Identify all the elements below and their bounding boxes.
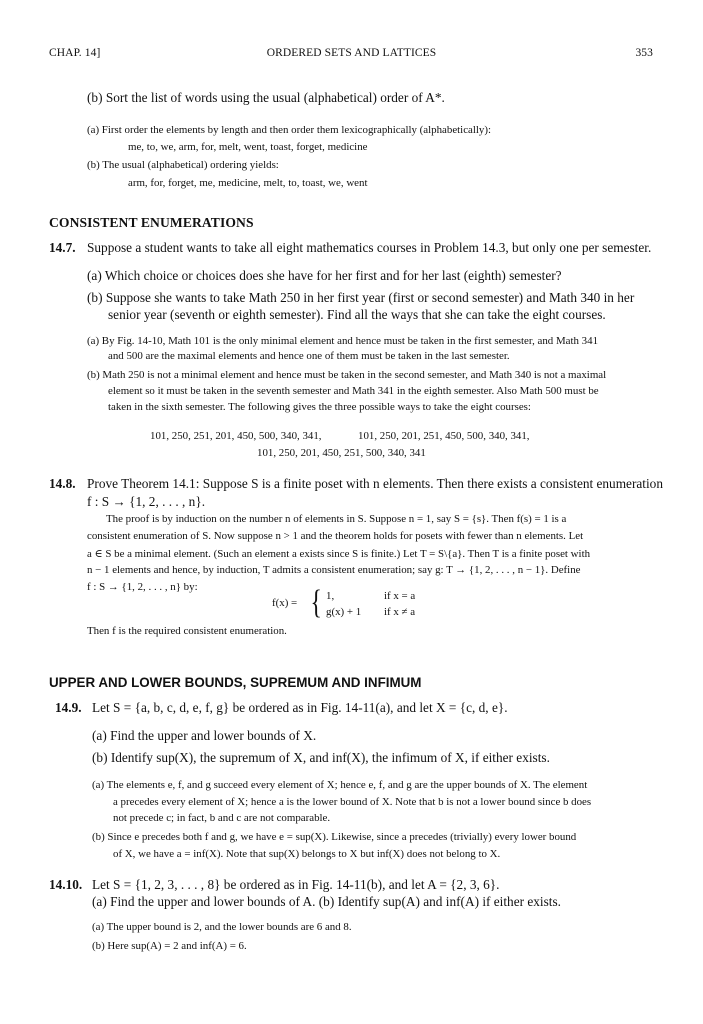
problem-number-14-9: 14.9. bbox=[55, 700, 82, 715]
problem-14-9-answer-b-cont: of X, we have a = inf(X). Note that sup(X) belongs to X but inf(X) does not belong to X. bbox=[113, 848, 501, 860]
intro-answer-a-label: (a) First order the elements by length and then order them lexicographically (alphabetically): bbox=[87, 124, 492, 136]
problem-14-9-question-a: (a) Find the upper and lower bounds of X. bbox=[92, 728, 317, 743]
left-brace: { bbox=[310, 584, 322, 621]
proof-line-5: f : S → {1, 2, . . . , n} by: bbox=[87, 581, 198, 593]
problem-14-10-answer-a: (a) The upper bound is 2, and the lower bounds are 6 and 8. bbox=[92, 921, 352, 933]
problem-number-14-7: 14.7. bbox=[49, 240, 76, 255]
problem-14-8-statement: Prove Theorem 14.1: Suppose S is a finite poset with n elements. Then there exists a consistent enumeration bbox=[87, 476, 663, 491]
intro-answer-b-label: (b) The usual (alphabetical) ordering yields: bbox=[87, 159, 279, 171]
problem-14-10-answer-b: (b) Here sup(A) = 2 and inf(A) = 6. bbox=[92, 940, 247, 952]
problem-14-7-statement: Suppose a student wants to take all eight mathematics courses in Problem 14.3, but only one per semester. bbox=[87, 240, 652, 255]
problem-14-7-answer-a: (a) By Fig. 14-10, Math 101 is the only minimal element and hence must be taken in the first semester, and Math 341 bbox=[87, 335, 599, 347]
intro-answer-a-list: me, to, we, arm, for, melt, went, toast, forget, medicine bbox=[128, 141, 368, 153]
problem-14-7-question-a: (a) Which choice or choices does she have for her first and for her last (eighth) semester? bbox=[87, 268, 562, 283]
problem-14-7-answer-a-cont: and 500 are the maximal elements and hence one of them must be taken in the last semester. bbox=[108, 350, 510, 362]
problem-14-9-answer-b: (b) Since e precedes both f and g, we have e = sup(X). Likewise, since a precedes (trivially) every lower bound bbox=[92, 831, 577, 843]
problem-14-9-question-b: (b) Identify sup(X), the supremum of X, and inf(X), the infimum of X, if either exists. bbox=[92, 750, 550, 765]
intro-answer-b-list: arm, for, forget, me, medicine, melt, to, toast, we, went bbox=[128, 177, 368, 189]
piecewise-lhs: f(x) = bbox=[272, 597, 298, 609]
proof-conclusion: Then f is the required consistent enumeration. bbox=[87, 625, 287, 637]
problem-14-9-answer-a-cont2: not precede c; in fact, b and c are not comparable. bbox=[113, 812, 331, 824]
running-title: ORDERED SETS AND LATTICES bbox=[266, 47, 437, 59]
problem-14-10-statement: Let S = {1, 2, 3, . . . , 8} be ordered as in Fig. 14-11(b), and let A = {2, 3, 6}. bbox=[92, 877, 500, 892]
case-2-condition: if x ≠ a bbox=[384, 606, 416, 618]
problem-number-14-8: 14.8. bbox=[49, 476, 76, 491]
case-1-condition: if x = a bbox=[384, 590, 416, 602]
section-heading-bounds: UPPER AND LOWER BOUNDS, SUPREMUM AND INFIMUM bbox=[49, 675, 422, 690]
proof-line-3: a ∈ S be a minimal element. (Such an element a exists since S is finite.) Let T = S\{a}. Then T is a finite poset with bbox=[87, 548, 591, 560]
course-sequence-3: 101, 250, 201, 450, 251, 500, 340, 341 bbox=[257, 447, 426, 459]
case-1-value: 1, bbox=[326, 590, 335, 602]
problem-14-8-statement-cont: f : S → {1, 2, . . . , n}. bbox=[87, 494, 206, 509]
page-number: 353 bbox=[635, 47, 653, 59]
proof-line-1: The proof is by induction on the number n of elements in S. Suppose n = 1, say S = {s}. Then f(s) = 1 is a bbox=[106, 513, 567, 525]
problem-14-7-answer-b-cont2: taken in the sixth semester. The following gives the three possible ways to take the eight courses: bbox=[108, 401, 531, 413]
proof-line-2: consistent enumeration of S. Now suppose n > 1 and the theorem holds for posets with fewer than n elements. Let bbox=[87, 530, 584, 542]
proof-line-4: n − 1 elements and hence, by induction, T admits a consistent enumeration; say g: T → {1, 2, . . . , n − 1}. Define bbox=[87, 564, 581, 576]
chapter-label: CHAP. 14] bbox=[49, 47, 101, 59]
problem-14-7-answer-b: (b) Math 250 is not a minimal element and hence must be taken in the second semester, and Math 340 is not a maximal bbox=[87, 369, 607, 381]
section-heading-consistent-enumerations: CONSISTENT ENUMERATIONS bbox=[49, 215, 254, 230]
problem-14-10-questions: (a) Find the upper and lower bounds of A. (b) Identify sup(A) and inf(A) if either exists. bbox=[92, 894, 561, 909]
course-sequence-1: 101, 250, 251, 201, 450, 500, 340, 341, bbox=[150, 430, 322, 442]
problem-14-7-answer-b-cont1: element so it must be taken in the seventh semester and Math 341 in the eighth semester. Also Math 500 must be bbox=[108, 385, 599, 397]
problem-14-7-question-b-cont: senior year (seventh or eighth semester). Find all the ways that she can take the eight courses. bbox=[108, 307, 606, 322]
problem-14-7-question-b: (b) Suppose she wants to take Math 250 in her first year (first or second semester) and Math 340 in her bbox=[87, 290, 635, 305]
intro-question-b: (b) Sort the list of words using the usual (alphabetical) order of A*. bbox=[87, 90, 445, 105]
problem-number-14-10: 14.10. bbox=[49, 877, 83, 892]
problem-14-9-answer-a-cont1: a precedes every element of X; hence a is the lower bound of X. Note that b is not a lower bound since b does bbox=[113, 796, 592, 808]
case-2-value: g(x) + 1 bbox=[326, 606, 362, 618]
course-sequence-2: 101, 250, 201, 251, 450, 500, 340, 341, bbox=[358, 430, 530, 442]
problem-14-9-answer-a: (a) The elements e, f, and g succeed every element of X; hence e, f, and g are the upper bounds of X. The element bbox=[92, 779, 588, 791]
problem-14-9-statement: Let S = {a, b, c, d, e, f, g} be ordered as in Fig. 14-11(a), and let X = {c, d, e}. bbox=[92, 700, 508, 715]
